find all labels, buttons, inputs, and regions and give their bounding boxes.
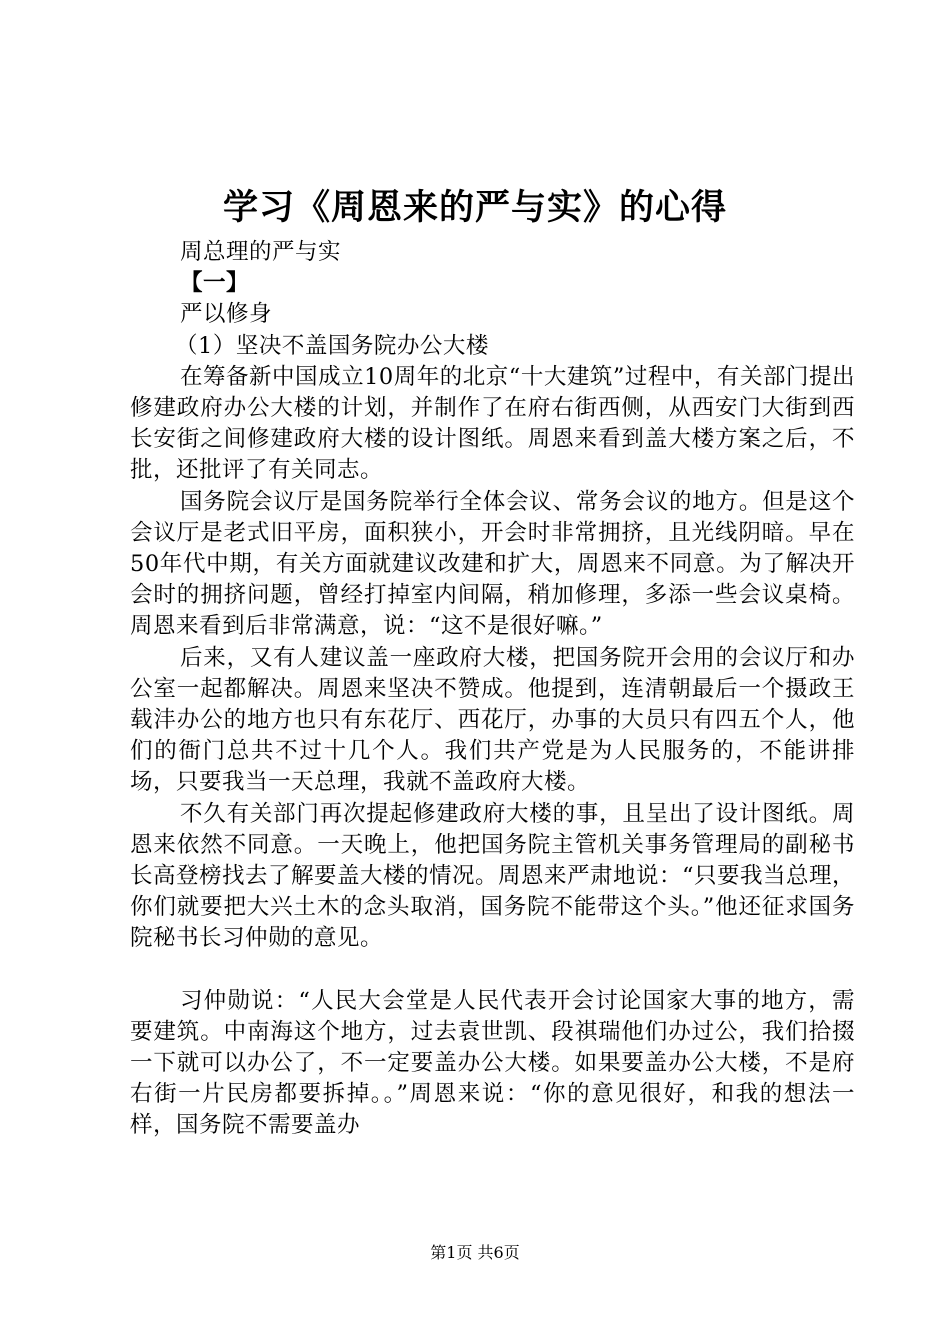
paragraph: 后来，又有人建议盖一座政府大楼，把国务院开会用的会议厅和办公室一起都解决。周恩来坚决不赞成。他提到，连清朝最后一个摄政王载沣办公的地方也只有东花厅、西花厅，办事的大员只有四五个人，他们的衙门总共不过十几个人。我们共产党是为人民服务的，不能讲排场，只要我当一天总理，我就不盖政府大楼。: [130, 644, 855, 796]
paragraph-spacer: [130, 955, 855, 986]
section-heading: 严以修身: [180, 301, 273, 328]
paragraph: 不久有关部门再次提起修建政府大楼的事，且呈出了设计图纸。周恩来依然不同意。一天晚上，他把国务院主管机关事务管理局的副秘书长高登榜找去了解要盖大楼的情况。周恩来严肃地说：“只要我当总理，你们就要把大兴土木的念头取消，国务院不能带这个头。”他还征求国务院秘书长习仲勋的意见。: [130, 800, 856, 952]
paragraph: 国务院会议厅是国务院举行全体会议、常务会议的地方。但是这个会议厅是老式旧平房，面积狭小，开会时非常拥挤，且光线阴暗。早在50年代中期，有关方面就建议改建和扩大，周恩来不同意。为了解决开会时的拥挤问题，曾经打掉室内间隔，稍加修理，多添一些会议桌椅。周恩来看到后非常满意，说：“这不是很好嘛。”: [130, 488, 855, 640]
paragraph: 习仲勋说：“人民大会堂是人民代表开会讨论国家大事的地方，需要建筑。中南海这个地方，过去袁世凯、段祺瑞他们办过公，我们拾掇一下就可以办公了，不一定要盖办公大楼。如果要盖办公大楼，不是府右街一片民房都要拆掉。。”周恩来说：“你的意见很好，和我的想法一样，国务院不需要盖办: [130, 987, 855, 1139]
page-footer: 第1页 共6页: [430, 1243, 520, 1262]
document-body: [130, 237, 855, 1142]
paragraph: 在筹备新中国成立10周年的北京“十大建筑”过程中，有关部门提出修建政府办公大楼的计划，并制作了在府右街西侧，从西安门大街到西长安街之间修建政府大楼的设计图纸。周恩来看到盖大楼方案之后，不批，还批评了有关同志。: [130, 363, 855, 484]
section-marker: 【一】: [180, 270, 250, 297]
subsection-heading: （1）坚决不盖国务院办公大楼: [175, 332, 489, 359]
document-title: 学习《周恩来的严与实》的心得: [222, 187, 727, 228]
document-subtitle: 周总理的严与实: [180, 239, 342, 265]
